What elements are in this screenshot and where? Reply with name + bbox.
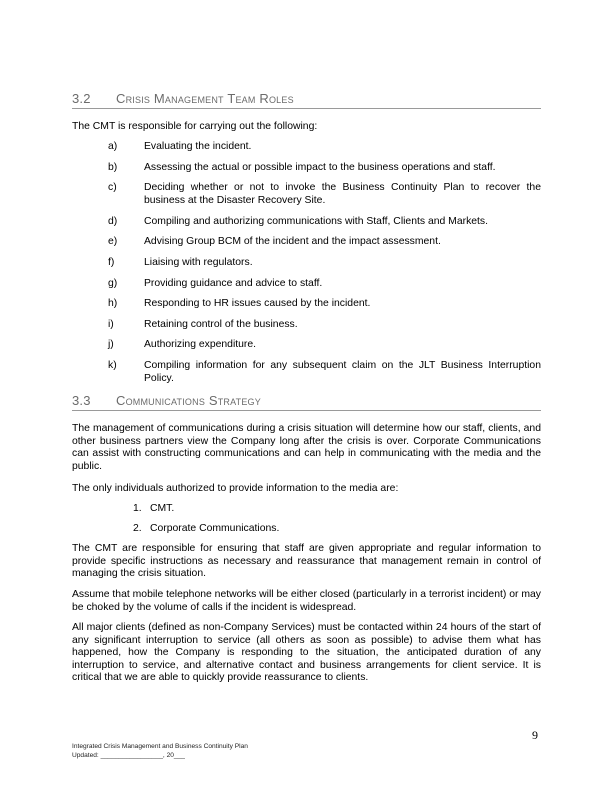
section-3-3-paragraph-4: Assume that mobile telephone networks will be either closed (particularly in a terrorist incident) or may be choked by the volume of calls if the incident is widespread. (72, 589, 541, 613)
page-footer (72, 743, 248, 760)
section-title: Crisis Management Team Roles (116, 91, 294, 106)
list-text: Authorizing expenditure. (144, 339, 257, 350)
numbered-item (133, 523, 279, 536)
list-text: Liaising with regulators. (144, 257, 253, 268)
footer-updated: Updated: _________________, 20___ (72, 751, 185, 759)
item-text: CMT. (150, 503, 175, 514)
list-marker: h) (108, 298, 118, 309)
section-number: 3.3 (72, 393, 91, 408)
list-marker: d) (108, 216, 118, 227)
list-text: Providing guidance and advice to staff. (144, 278, 323, 289)
list-marker: c) (108, 182, 117, 193)
list-text: Compiling information for any subsequent claim on the JLT Business Interruption Policy. (144, 360, 541, 384)
list-marker: j) (108, 339, 114, 350)
footer-title: Integrated Crisis Management and Business Continuity Plan (72, 743, 248, 750)
list-text: Advising Group BCM of the incident and the impact assessment. (144, 236, 441, 247)
section-3-2-heading (72, 91, 541, 109)
item-number: 1. (133, 503, 142, 514)
list-marker: b) (108, 162, 118, 173)
section-3-3-paragraph-2: The only individuals authorized to provide information to the media are: (72, 483, 399, 494)
section-3-3-paragraph-1: The management of communications during a crisis situation will determine how our staff, clients, and other business partners view the Company long after the crisis is over. Corporate Communications can assist with constructing communications and can help in communicating with the media and the public. (72, 423, 541, 472)
list-text: Assessing the actual or possible impact to the business operations and staff. (144, 162, 496, 173)
section-3-3-heading (72, 393, 541, 411)
list-marker: i) (108, 319, 114, 330)
section-3-3-paragraph-3: The CMT are responsible for ensuring that staff are given appropriate and regular information to provide specific instructions as necessary and reassurance that management remain in control of managing the crisis situation. (72, 543, 541, 579)
list-text: Retaining control of the business. (144, 319, 298, 330)
page-number: 9 (532, 728, 538, 742)
list-marker: g) (108, 278, 118, 289)
section-number: 3.2 (72, 91, 91, 106)
list-marker: e) (108, 236, 118, 247)
numbered-item (133, 503, 174, 516)
list-text: Evaluating the incident. (144, 141, 252, 152)
item-text: Corporate Communications. (150, 523, 280, 534)
section-title: Communications Strategy (116, 393, 261, 408)
list-text: Deciding whether or not to invoke the Business Continuity Plan to recover the business at the Disaster Recovery Site. (144, 182, 541, 206)
list-text: Responding to HR issues caused by the incident. (144, 298, 371, 309)
list-marker: a) (108, 141, 118, 152)
section-3-3-paragraph-5: All major clients (defined as non-Company Services) must be contacted within 24 hours of the start of any significant interruption to service (all others as soon as possible) to advise them what has happened, how the Company is responding to the situation, the anticipated duration of any interruption to service, and alternative contact and business arrangements for client service. It is critical that we are able to quickly provide reassurance to clients. (72, 622, 541, 683)
section-3-2-intro: The CMT is responsible for carrying out the following: (72, 121, 318, 132)
item-number: 2. (133, 523, 142, 534)
list-marker: k) (108, 360, 117, 371)
list-text: Compiling and authorizing communications with Staff, Clients and Markets. (144, 216, 489, 227)
list-marker: f) (108, 257, 115, 268)
